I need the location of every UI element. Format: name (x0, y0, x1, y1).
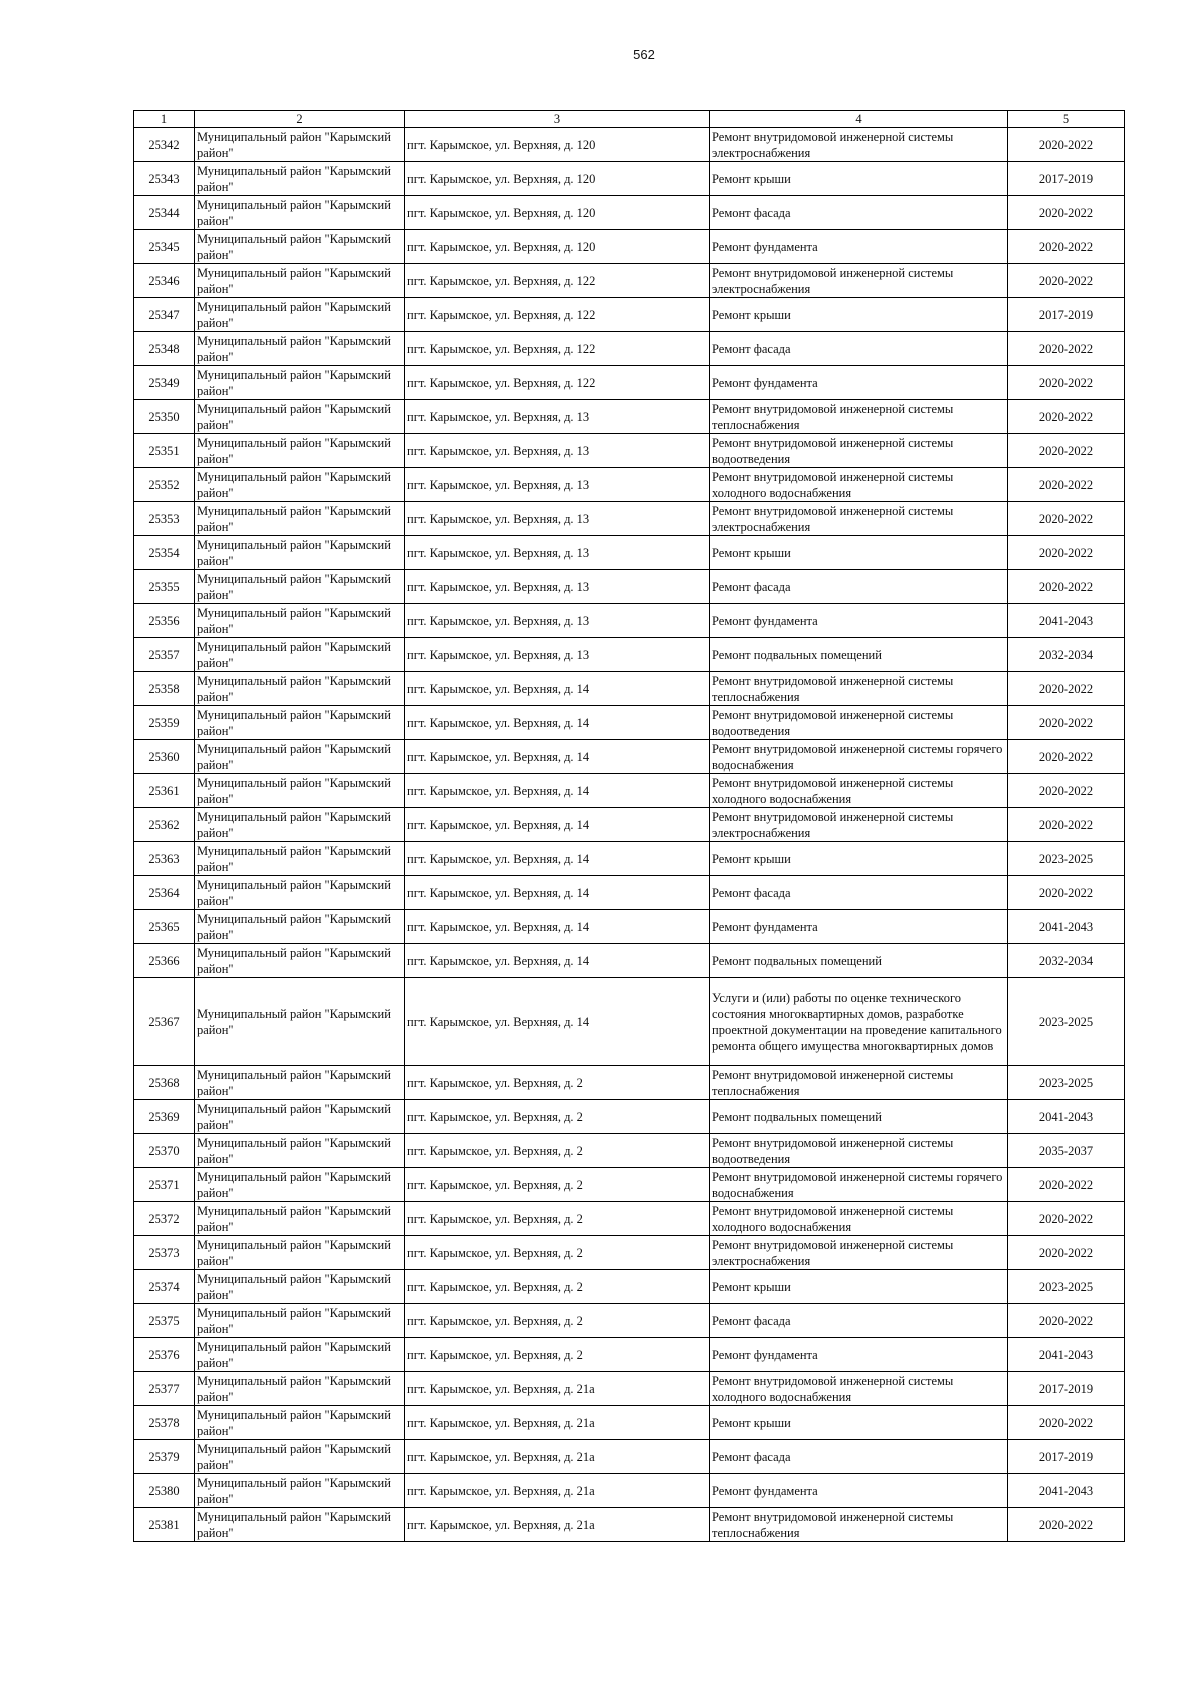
period-cell: 2020-2022 (1008, 468, 1125, 502)
period-cell: 2020-2022 (1008, 366, 1125, 400)
district-cell: Муниципальный район "Карымский район" (195, 196, 405, 230)
period-cell: 2020-2022 (1008, 570, 1125, 604)
row-number-cell: 25376 (134, 1338, 195, 1372)
address-cell: пгт. Карымское, ул. Верхняя, д. 120 (405, 230, 710, 264)
work-type-cell: Ремонт фасада (710, 570, 1008, 604)
address-cell: пгт. Карымское, ул. Верхняя, д. 14 (405, 706, 710, 740)
table-row (134, 230, 1125, 264)
address-cell: пгт. Карымское, ул. Верхняя, д. 21а (405, 1508, 710, 1542)
row-number-cell: 25381 (134, 1508, 195, 1542)
table-row (134, 1134, 1125, 1168)
district-cell: Муниципальный район "Карымский район" (195, 502, 405, 536)
work-type-cell: Ремонт внутридомовой инженерной системы электроснабжения (710, 128, 1008, 162)
address-cell: пгт. Карымское, ул. Верхняя, д. 2 (405, 1100, 710, 1134)
work-type-cell: Ремонт внутридомовой инженерной системы холодного водоснабжения (710, 468, 1008, 502)
row-number-cell: 25379 (134, 1440, 195, 1474)
table-row (134, 706, 1125, 740)
repair-register-table (133, 110, 1125, 1542)
table-row (134, 264, 1125, 298)
table-row (134, 434, 1125, 468)
work-type-cell: Ремонт крыши (710, 298, 1008, 332)
table-row (134, 128, 1125, 162)
work-type-cell: Ремонт фундамента (710, 910, 1008, 944)
column-number-row (134, 111, 1125, 128)
work-type-cell: Ремонт фасада (710, 332, 1008, 366)
period-cell: 2032-2034 (1008, 944, 1125, 978)
row-number-cell: 25366 (134, 944, 195, 978)
table-row (134, 910, 1125, 944)
period-cell: 2020-2022 (1008, 1202, 1125, 1236)
period-cell: 2023-2025 (1008, 1066, 1125, 1100)
address-cell: пгт. Карымское, ул. Верхняя, д. 120 (405, 128, 710, 162)
table-row (134, 196, 1125, 230)
period-cell: 2020-2022 (1008, 1304, 1125, 1338)
address-cell: пгт. Карымское, ул. Верхняя, д. 122 (405, 332, 710, 366)
period-cell: 2035-2037 (1008, 1134, 1125, 1168)
column-header: 2 (195, 111, 405, 128)
address-cell: пгт. Карымское, ул. Верхняя, д. 13 (405, 536, 710, 570)
work-type-cell: Ремонт внутридомовой инженерной системы холодного водоснабжения (710, 1202, 1008, 1236)
period-cell: 2041-2043 (1008, 1338, 1125, 1372)
row-number-cell: 25344 (134, 196, 195, 230)
table-row (134, 400, 1125, 434)
district-cell: Муниципальный район "Карымский район" (195, 1202, 405, 1236)
district-cell: Муниципальный район "Карымский район" (195, 1372, 405, 1406)
work-type-cell: Ремонт внутридомовой инженерной системы электроснабжения (710, 808, 1008, 842)
row-number-cell: 25365 (134, 910, 195, 944)
table-row (134, 1100, 1125, 1134)
district-cell: Муниципальный район "Карымский район" (195, 298, 405, 332)
district-cell: Муниципальный район "Карымский район" (195, 944, 405, 978)
work-type-cell: Ремонт крыши (710, 842, 1008, 876)
period-cell: 2020-2022 (1008, 502, 1125, 536)
district-cell: Муниципальный район "Карымский район" (195, 1100, 405, 1134)
table-row (134, 1304, 1125, 1338)
period-cell: 2041-2043 (1008, 1100, 1125, 1134)
table-row (134, 1236, 1125, 1270)
row-number-cell: 25380 (134, 1474, 195, 1508)
table-row (134, 1168, 1125, 1202)
period-cell: 2020-2022 (1008, 196, 1125, 230)
table-row (134, 808, 1125, 842)
row-number-cell: 25378 (134, 1406, 195, 1440)
row-number-cell: 25362 (134, 808, 195, 842)
table-row (134, 638, 1125, 672)
period-cell: 2032-2034 (1008, 638, 1125, 672)
table-row (134, 298, 1125, 332)
address-cell: пгт. Карымское, ул. Верхняя, д. 122 (405, 366, 710, 400)
period-cell: 2020-2022 (1008, 230, 1125, 264)
period-cell: 2041-2043 (1008, 1474, 1125, 1508)
address-cell: пгт. Карымское, ул. Верхняя, д. 2 (405, 1304, 710, 1338)
period-cell: 2020-2022 (1008, 434, 1125, 468)
work-type-cell: Ремонт внутридомовой инженерной системы холодного водоснабжения (710, 774, 1008, 808)
work-type-cell: Ремонт внутридомовой инженерной системы теплоснабжения (710, 1508, 1008, 1542)
column-header: 3 (405, 111, 710, 128)
period-cell: 2020-2022 (1008, 264, 1125, 298)
address-cell: пгт. Карымское, ул. Верхняя, д. 2 (405, 1066, 710, 1100)
work-type-cell: Ремонт крыши (710, 536, 1008, 570)
period-cell: 2020-2022 (1008, 128, 1125, 162)
work-type-cell: Ремонт фасада (710, 1440, 1008, 1474)
work-type-cell: Ремонт подвальных помещений (710, 1100, 1008, 1134)
work-type-cell: Ремонт крыши (710, 1406, 1008, 1440)
address-cell: пгт. Карымское, ул. Верхняя, д. 21а (405, 1406, 710, 1440)
row-number-cell: 25346 (134, 264, 195, 298)
table-row (134, 876, 1125, 910)
table-row (134, 1338, 1125, 1372)
work-type-cell: Ремонт внутридомовой инженерной системы электроснабжения (710, 264, 1008, 298)
address-cell: пгт. Карымское, ул. Верхняя, д. 2 (405, 1270, 710, 1304)
district-cell: Муниципальный район "Карымский район" (195, 264, 405, 298)
district-cell: Муниципальный район "Карымский район" (195, 1134, 405, 1168)
district-cell: Муниципальный район "Карымский район" (195, 1440, 405, 1474)
period-cell: 2020-2022 (1008, 1168, 1125, 1202)
district-cell: Муниципальный район "Карымский район" (195, 162, 405, 196)
work-type-cell: Ремонт фундамента (710, 366, 1008, 400)
district-cell: Муниципальный район "Карымский район" (195, 230, 405, 264)
address-cell: пгт. Карымское, ул. Верхняя, д. 14 (405, 740, 710, 774)
address-cell: пгт. Карымское, ул. Верхняя, д. 13 (405, 434, 710, 468)
table-row (134, 1440, 1125, 1474)
period-cell: 2041-2043 (1008, 604, 1125, 638)
row-number-cell: 25368 (134, 1066, 195, 1100)
table-row (134, 162, 1125, 196)
table-row (134, 332, 1125, 366)
row-number-cell: 25355 (134, 570, 195, 604)
district-cell: Муниципальный район "Карымский район" (195, 1338, 405, 1372)
table-row (134, 1508, 1125, 1542)
address-cell: пгт. Карымское, ул. Верхняя, д. 13 (405, 570, 710, 604)
row-number-cell: 25373 (134, 1236, 195, 1270)
period-cell: 2020-2022 (1008, 876, 1125, 910)
address-cell: пгт. Карымское, ул. Верхняя, д. 21а (405, 1372, 710, 1406)
work-type-cell: Услуги и (или) работы по оценке технического состояния многоквартирных домов, разработке проектной документации на проведение капитального ремонта общего имущества многоквартирных домов (710, 978, 1008, 1066)
address-cell: пгт. Карымское, ул. Верхняя, д. 120 (405, 196, 710, 230)
work-type-cell: Ремонт фундамента (710, 1474, 1008, 1508)
table-row (134, 978, 1125, 1066)
address-cell: пгт. Карымское, ул. Верхняя, д. 13 (405, 638, 710, 672)
district-cell: Муниципальный район "Карымский район" (195, 910, 405, 944)
address-cell: пгт. Карымское, ул. Верхняя, д. 2 (405, 1134, 710, 1168)
table-row (134, 1202, 1125, 1236)
row-number-cell: 25363 (134, 842, 195, 876)
address-cell: пгт. Карымское, ул. Верхняя, д. 14 (405, 944, 710, 978)
row-number-cell: 25375 (134, 1304, 195, 1338)
work-type-cell: Ремонт внутридомовой инженерной системы холодного водоснабжения (710, 1372, 1008, 1406)
district-cell: Муниципальный район "Карымский район" (195, 1236, 405, 1270)
row-number-cell: 25372 (134, 1202, 195, 1236)
table-row (134, 570, 1125, 604)
column-header: 4 (710, 111, 1008, 128)
period-cell: 2023-2025 (1008, 842, 1125, 876)
period-cell: 2020-2022 (1008, 672, 1125, 706)
district-cell: Муниципальный район "Карымский район" (195, 1066, 405, 1100)
row-number-cell: 25353 (134, 502, 195, 536)
table-row (134, 672, 1125, 706)
period-cell: 2017-2019 (1008, 162, 1125, 196)
row-number-cell: 25359 (134, 706, 195, 740)
work-type-cell: Ремонт фасада (710, 876, 1008, 910)
work-type-cell: Ремонт фасада (710, 196, 1008, 230)
work-type-cell: Ремонт внутридомовой инженерной системы теплоснабжения (710, 672, 1008, 706)
district-cell: Муниципальный район "Карымский район" (195, 366, 405, 400)
work-type-cell: Ремонт подвальных помещений (710, 638, 1008, 672)
period-cell: 2020-2022 (1008, 1236, 1125, 1270)
period-cell: 2020-2022 (1008, 536, 1125, 570)
work-type-cell: Ремонт крыши (710, 162, 1008, 196)
work-type-cell: Ремонт фундамента (710, 230, 1008, 264)
district-cell: Муниципальный район "Карымский район" (195, 1168, 405, 1202)
work-type-cell: Ремонт крыши (710, 1270, 1008, 1304)
row-number-cell: 25370 (134, 1134, 195, 1168)
address-cell: пгт. Карымское, ул. Верхняя, д. 13 (405, 604, 710, 638)
work-type-cell: Ремонт внутридомовой инженерной системы теплоснабжения (710, 400, 1008, 434)
district-cell: Муниципальный район "Карымский район" (195, 978, 405, 1066)
period-cell: 2020-2022 (1008, 1508, 1125, 1542)
address-cell: пгт. Карымское, ул. Верхняя, д. 2 (405, 1168, 710, 1202)
period-cell: 2020-2022 (1008, 774, 1125, 808)
period-cell: 2020-2022 (1008, 400, 1125, 434)
period-cell: 2020-2022 (1008, 706, 1125, 740)
work-type-cell: Ремонт фундамента (710, 604, 1008, 638)
work-type-cell: Ремонт внутридомовой инженерной системы водоотведения (710, 434, 1008, 468)
table-row (134, 944, 1125, 978)
district-cell: Муниципальный район "Карымский район" (195, 1406, 405, 1440)
table-row (134, 740, 1125, 774)
row-number-cell: 25347 (134, 298, 195, 332)
table-row (134, 366, 1125, 400)
district-cell: Муниципальный район "Карымский район" (195, 638, 405, 672)
work-type-cell: Ремонт внутридомовой инженерной системы теплоснабжения (710, 1066, 1008, 1100)
period-cell: 2020-2022 (1008, 332, 1125, 366)
district-cell: Муниципальный район "Карымский район" (195, 1304, 405, 1338)
table-row (134, 774, 1125, 808)
district-cell: Муниципальный район "Карымский район" (195, 740, 405, 774)
district-cell: Муниципальный район "Карымский район" (195, 400, 405, 434)
row-number-cell: 25349 (134, 366, 195, 400)
address-cell: пгт. Карымское, ул. Верхняя, д. 2 (405, 1338, 710, 1372)
period-cell: 2017-2019 (1008, 1372, 1125, 1406)
row-number-cell: 25377 (134, 1372, 195, 1406)
district-cell: Муниципальный район "Карымский район" (195, 128, 405, 162)
period-cell: 2020-2022 (1008, 1406, 1125, 1440)
table-row (134, 1406, 1125, 1440)
address-cell: пгт. Карымское, ул. Верхняя, д. 122 (405, 298, 710, 332)
address-cell: пгт. Карымское, ул. Верхняя, д. 2 (405, 1236, 710, 1270)
district-cell: Муниципальный район "Карымский район" (195, 604, 405, 638)
row-number-cell: 25343 (134, 162, 195, 196)
district-cell: Муниципальный район "Карымский район" (195, 876, 405, 910)
column-header: 1 (134, 111, 195, 128)
address-cell: пгт. Карымское, ул. Верхняя, д. 13 (405, 502, 710, 536)
district-cell: Муниципальный район "Карымский район" (195, 808, 405, 842)
column-header: 5 (1008, 111, 1125, 128)
table-row (134, 1270, 1125, 1304)
row-number-cell: 25371 (134, 1168, 195, 1202)
work-type-cell: Ремонт внутридомовой инженерной системы электроснабжения (710, 1236, 1008, 1270)
period-cell: 2041-2043 (1008, 910, 1125, 944)
row-number-cell: 25342 (134, 128, 195, 162)
district-cell: Муниципальный район "Карымский район" (195, 1270, 405, 1304)
period-cell: 2017-2019 (1008, 1440, 1125, 1474)
work-type-cell: Ремонт внутридомовой инженерной системы водоотведения (710, 706, 1008, 740)
row-number-cell: 25369 (134, 1100, 195, 1134)
district-cell: Муниципальный район "Карымский район" (195, 1474, 405, 1508)
row-number-cell: 25350 (134, 400, 195, 434)
work-type-cell: Ремонт внутридомовой инженерной системы водоотведения (710, 1134, 1008, 1168)
district-cell: Муниципальный район "Карымский район" (195, 570, 405, 604)
row-number-cell: 25356 (134, 604, 195, 638)
table-row (134, 842, 1125, 876)
district-cell: Муниципальный район "Карымский район" (195, 672, 405, 706)
district-cell: Муниципальный район "Карымский район" (195, 706, 405, 740)
address-cell: пгт. Карымское, ул. Верхняя, д. 21а (405, 1440, 710, 1474)
district-cell: Муниципальный район "Карымский район" (195, 1508, 405, 1542)
district-cell: Муниципальный район "Карымский район" (195, 842, 405, 876)
period-cell: 2020-2022 (1008, 740, 1125, 774)
table-row (134, 536, 1125, 570)
period-cell: 2023-2025 (1008, 978, 1125, 1066)
address-cell: пгт. Карымское, ул. Верхняя, д. 21а (405, 1474, 710, 1508)
work-type-cell: Ремонт фундамента (710, 1338, 1008, 1372)
row-number-cell: 25374 (134, 1270, 195, 1304)
row-number-cell: 25358 (134, 672, 195, 706)
work-type-cell: Ремонт внутридомовой инженерной системы электроснабжения (710, 502, 1008, 536)
district-cell: Муниципальный район "Карымский район" (195, 434, 405, 468)
address-cell: пгт. Карымское, ул. Верхняя, д. 14 (405, 808, 710, 842)
district-cell: Муниципальный район "Карымский район" (195, 468, 405, 502)
table-row (134, 1066, 1125, 1100)
work-type-cell: Ремонт подвальных помещений (710, 944, 1008, 978)
work-type-cell: Ремонт внутридомовой инженерной системы горячего водоснабжения (710, 740, 1008, 774)
address-cell: пгт. Карымское, ул. Верхняя, д. 14 (405, 842, 710, 876)
address-cell: пгт. Карымское, ул. Верхняя, д. 14 (405, 672, 710, 706)
table-row (134, 1372, 1125, 1406)
row-number-cell: 25352 (134, 468, 195, 502)
row-number-cell: 25348 (134, 332, 195, 366)
row-number-cell: 25354 (134, 536, 195, 570)
address-cell: пгт. Карымское, ул. Верхняя, д. 14 (405, 876, 710, 910)
period-cell: 2023-2025 (1008, 1270, 1125, 1304)
row-number-cell: 25367 (134, 978, 195, 1066)
row-number-cell: 25364 (134, 876, 195, 910)
address-cell: пгт. Карымское, ул. Верхняя, д. 13 (405, 468, 710, 502)
period-cell: 2017-2019 (1008, 298, 1125, 332)
row-number-cell: 25351 (134, 434, 195, 468)
table-row (134, 1474, 1125, 1508)
row-number-cell: 25360 (134, 740, 195, 774)
table-row (134, 502, 1125, 536)
row-number-cell: 25345 (134, 230, 195, 264)
period-cell: 2020-2022 (1008, 808, 1125, 842)
address-cell: пгт. Карымское, ул. Верхняя, д. 14 (405, 774, 710, 808)
table-row (134, 468, 1125, 502)
address-cell: пгт. Карымское, ул. Верхняя, д. 14 (405, 978, 710, 1066)
address-cell: пгт. Карымское, ул. Верхняя, д. 14 (405, 910, 710, 944)
address-cell: пгт. Карымское, ул. Верхняя, д. 2 (405, 1202, 710, 1236)
district-cell: Муниципальный район "Карымский район" (195, 774, 405, 808)
row-number-cell: 25357 (134, 638, 195, 672)
work-type-cell: Ремонт внутридомовой инженерной системы горячего водоснабжения (710, 1168, 1008, 1202)
address-cell: пгт. Карымское, ул. Верхняя, д. 120 (405, 162, 710, 196)
district-cell: Муниципальный район "Карымский район" (195, 332, 405, 366)
address-cell: пгт. Карымское, ул. Верхняя, д. 13 (405, 400, 710, 434)
page-number: 562 (633, 47, 655, 62)
address-cell: пгт. Карымское, ул. Верхняя, д. 122 (405, 264, 710, 298)
row-number-cell: 25361 (134, 774, 195, 808)
table-row (134, 604, 1125, 638)
work-type-cell: Ремонт фасада (710, 1304, 1008, 1338)
district-cell: Муниципальный район "Карымский район" (195, 536, 405, 570)
